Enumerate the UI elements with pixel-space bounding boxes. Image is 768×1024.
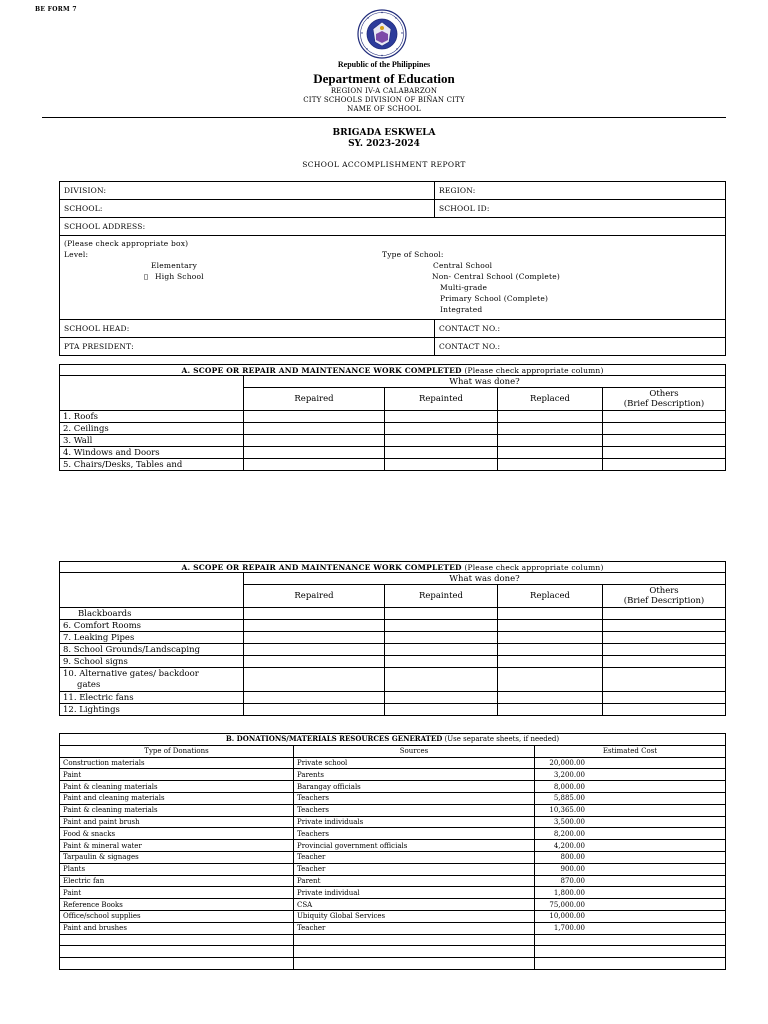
- scope-caption-bold: A. SCOPE OR REPAIR AND MAINTENANCE WORK COMPLETED: [181, 365, 462, 375]
- donation-row: [60, 781, 726, 793]
- donation-row: [60, 757, 726, 769]
- donation-cost[interactable]: 800.00: [535, 851, 726, 863]
- donations-body: [60, 757, 726, 969]
- donation-source[interactable]: Teacher: [294, 863, 535, 875]
- donations-caption: [60, 734, 726, 746]
- donation-cost[interactable]: 8,200.00: [535, 828, 726, 840]
- donation-type[interactable]: Paint: [60, 769, 294, 781]
- donation-type[interactable]: Paint & cleaning materials: [60, 804, 294, 816]
- donation-row: [60, 804, 726, 816]
- donation-type[interactable]: Paint & mineral water: [60, 840, 294, 852]
- scope-caption: [60, 365, 726, 376]
- level-label: Level:: [64, 250, 89, 259]
- col-others-brief: (Brief Description): [623, 596, 705, 606]
- scope-item: 7. Leaking Pipes: [60, 632, 244, 644]
- donation-type[interactable]: Office/school supplies: [60, 910, 294, 922]
- type-label: Type of School:: [382, 250, 444, 259]
- scope-item-header: [60, 573, 244, 608]
- donation-type[interactable]: Paint and paint brush: [60, 816, 294, 828]
- donation-row: [60, 934, 726, 946]
- donation-type[interactable]: Paint and cleaning materials: [60, 792, 294, 804]
- donation-row: [60, 792, 726, 804]
- scope-item: 5. Chairs/Desks, Tables and: [60, 459, 244, 471]
- report-title: SCHOOL ACCOMPLISHMENT REPORT: [302, 160, 466, 169]
- donation-cost[interactable]: 5,885.00: [535, 792, 726, 804]
- donations-caption-bold: B. DONATIONS/MATERIALS RESOURCES GENERATED: [225, 734, 443, 744]
- donation-cost[interactable]: 8,000.00: [535, 781, 726, 793]
- donation-type[interactable]: Reference Books: [60, 899, 294, 911]
- col-replaced: Replaced: [498, 585, 603, 608]
- donation-row: [60, 958, 726, 970]
- scope-caption-note: (Please check appropriate column): [461, 562, 604, 572]
- type-central[interactable]: Central School: [433, 261, 493, 270]
- level-elementary[interactable]: Elementary: [151, 261, 198, 270]
- department-title: Department of Education: [313, 71, 455, 86]
- donation-source[interactable]: CSA: [294, 899, 535, 911]
- donation-type[interactable]: Electric fan: [60, 875, 294, 887]
- donation-type[interactable]: [60, 934, 294, 946]
- scope-item: Blackboards: [60, 608, 244, 620]
- scope-caption-note: (Please check appropriate column): [461, 365, 604, 375]
- donation-source[interactable]: Private school: [294, 757, 535, 769]
- donation-source[interactable]: [294, 934, 535, 946]
- division-field[interactable]: DIVISION:: [60, 182, 435, 200]
- header-divider: [42, 117, 726, 118]
- check-note: (Please check appropriate box): [64, 239, 189, 248]
- donation-row: [60, 840, 726, 852]
- contact-no-field-2[interactable]: CONTACT NO.:: [435, 338, 726, 356]
- donation-source[interactable]: [294, 946, 535, 958]
- contact-no-field-1[interactable]: CONTACT NO.:: [435, 320, 726, 338]
- scope-item: 3. Wall: [60, 435, 244, 447]
- donation-source[interactable]: Teacher: [294, 922, 535, 934]
- col-repainted: Repainted: [385, 585, 498, 608]
- donation-row: [60, 946, 726, 958]
- pta-president-field[interactable]: PTA PRESIDENT:: [60, 338, 435, 356]
- donation-row: [60, 910, 726, 922]
- school-id-field[interactable]: SCHOOL ID:: [435, 200, 726, 218]
- col-repainted: Repainted: [385, 388, 498, 411]
- donation-cost[interactable]: 900.00: [535, 863, 726, 875]
- donation-row: [60, 816, 726, 828]
- donation-cost[interactable]: 870.00: [535, 875, 726, 887]
- donation-row: [60, 887, 726, 899]
- what-done-header: What was done?: [244, 376, 726, 388]
- donation-cost[interactable]: 1,800.00: [535, 887, 726, 899]
- donation-source[interactable]: Teachers: [294, 792, 535, 804]
- donation-type[interactable]: Food & snacks: [60, 828, 294, 840]
- level-high-school-checkbox[interactable]: ▯: [144, 272, 149, 281]
- scope-caption: [60, 562, 726, 573]
- col-others-label: Others: [649, 586, 679, 596]
- donations-caption-note: (Use separate sheets, if needed): [442, 735, 560, 744]
- scope-item-header: [60, 376, 244, 411]
- scope-item: 11. Electric fans: [60, 692, 244, 704]
- header-type: Type of Donations: [60, 745, 294, 757]
- type-non-central[interactable]: Non- Central School (Complete): [432, 272, 560, 281]
- donation-source[interactable]: [294, 958, 535, 970]
- donation-cost[interactable]: 20,000.00: [535, 757, 726, 769]
- col-repaired: Repaired: [244, 585, 385, 608]
- donation-source[interactable]: Parent: [294, 875, 535, 887]
- donation-type[interactable]: Paint and brushes: [60, 922, 294, 934]
- donation-cost[interactable]: 75,000.00: [535, 899, 726, 911]
- col-others: [603, 585, 726, 608]
- donation-cost[interactable]: [535, 946, 726, 958]
- col-others-brief: (Brief Description): [623, 399, 705, 409]
- school-level-type-box: [60, 236, 726, 320]
- scope-item: 9. School signs: [60, 656, 244, 668]
- donation-cost[interactable]: 10,365.00: [535, 804, 726, 816]
- donation-type[interactable]: Construction materials: [60, 757, 294, 769]
- scope-item: 8. School Grounds/Landscaping: [60, 644, 244, 656]
- donation-cost[interactable]: 3,200.00: [535, 769, 726, 781]
- school-info-table: [59, 181, 726, 356]
- donation-cost[interactable]: 1,700.00: [535, 922, 726, 934]
- division-line: CITY SCHOOLS DIVISION OF BIÑAN CITY: [303, 96, 465, 104]
- school-year: SY. 2023-2024: [348, 139, 420, 149]
- donation-source[interactable]: Teachers: [294, 828, 535, 840]
- school-address-field[interactable]: SCHOOL ADDRESS:: [60, 218, 726, 236]
- donation-type[interactable]: Tarpaulin & signages: [60, 851, 294, 863]
- donation-source[interactable]: Private individuals: [294, 816, 535, 828]
- scope-item: 1. Roofs: [60, 411, 244, 423]
- republic-line: Republic of the Philippines: [337, 60, 431, 69]
- donation-source[interactable]: Barangay officials: [294, 781, 535, 793]
- scope-item: 2. Ceilings: [60, 423, 244, 435]
- type-multigrade[interactable]: Multi-grade: [440, 283, 488, 292]
- donation-row: [60, 769, 726, 781]
- donation-source[interactable]: Private individual: [294, 887, 535, 899]
- deped-seal-icon: [357, 9, 407, 59]
- donation-row: [60, 922, 726, 934]
- school-head-field[interactable]: SCHOOL HEAD:: [60, 320, 435, 338]
- donation-cost[interactable]: [535, 958, 726, 970]
- scope-table-1: [59, 364, 726, 471]
- what-done-header: What was done?: [244, 573, 726, 585]
- donation-type[interactable]: Plants: [60, 863, 294, 875]
- donation-type[interactable]: Paint: [60, 887, 294, 899]
- scope-item: [60, 668, 244, 692]
- donation-row: [60, 875, 726, 887]
- scope-item: 4. Windows and Doors: [60, 447, 244, 459]
- header-sources: Sources: [294, 745, 535, 757]
- scope-item: 12. Lightings: [60, 704, 244, 716]
- donation-type[interactable]: [60, 946, 294, 958]
- level-high-school[interactable]: High School: [155, 272, 204, 281]
- scope-item-line: gates: [77, 679, 101, 690]
- donation-source[interactable]: Teachers: [294, 804, 535, 816]
- donation-cost[interactable]: 3,500.00: [535, 816, 726, 828]
- region-field[interactable]: REGION:: [435, 182, 726, 200]
- donation-cost[interactable]: [535, 934, 726, 946]
- donation-row: [60, 851, 726, 863]
- donation-type[interactable]: [60, 958, 294, 970]
- col-replaced: Replaced: [498, 388, 603, 411]
- col-others-label: Others: [649, 389, 679, 399]
- col-others: [603, 388, 726, 411]
- type-primary[interactable]: Primary School (Complete): [440, 294, 549, 303]
- school-field[interactable]: SCHOOL:: [60, 200, 435, 218]
- header-cost: Estimated Cost: [535, 745, 726, 757]
- scope-item: 6. Comfort Rooms: [60, 620, 244, 632]
- donation-type[interactable]: Paint & cleaning materials: [60, 781, 294, 793]
- donation-cost[interactable]: 4,200.00: [535, 840, 726, 852]
- donation-row: [60, 828, 726, 840]
- donation-source[interactable]: Teacher: [294, 851, 535, 863]
- donation-row: [60, 863, 726, 875]
- scope-caption-bold: A. SCOPE OR REPAIR AND MAINTENANCE WORK COMPLETED: [181, 562, 462, 572]
- school-name-line: NAME OF SCHOOL: [347, 105, 421, 113]
- donation-source[interactable]: Provincial government officials: [294, 840, 535, 852]
- scope-item-line: 10. Alternative gates/ backdoor: [63, 668, 199, 679]
- scope-table-2: [59, 561, 726, 716]
- program-title: BRIGADA ESKWELA: [332, 128, 436, 138]
- donation-source[interactable]: Parents: [294, 769, 535, 781]
- donation-cost[interactable]: 10,000.00: [535, 910, 726, 922]
- region-line: REGION IV-A CALABARZON: [330, 87, 438, 95]
- donation-row: [60, 899, 726, 911]
- donation-source[interactable]: Ubiquity Global Services: [294, 910, 535, 922]
- form-code: BE FORM 7: [35, 6, 77, 13]
- col-repaired: Repaired: [244, 388, 385, 411]
- donations-table: [59, 733, 726, 970]
- type-integrated[interactable]: Integrated: [440, 305, 483, 314]
